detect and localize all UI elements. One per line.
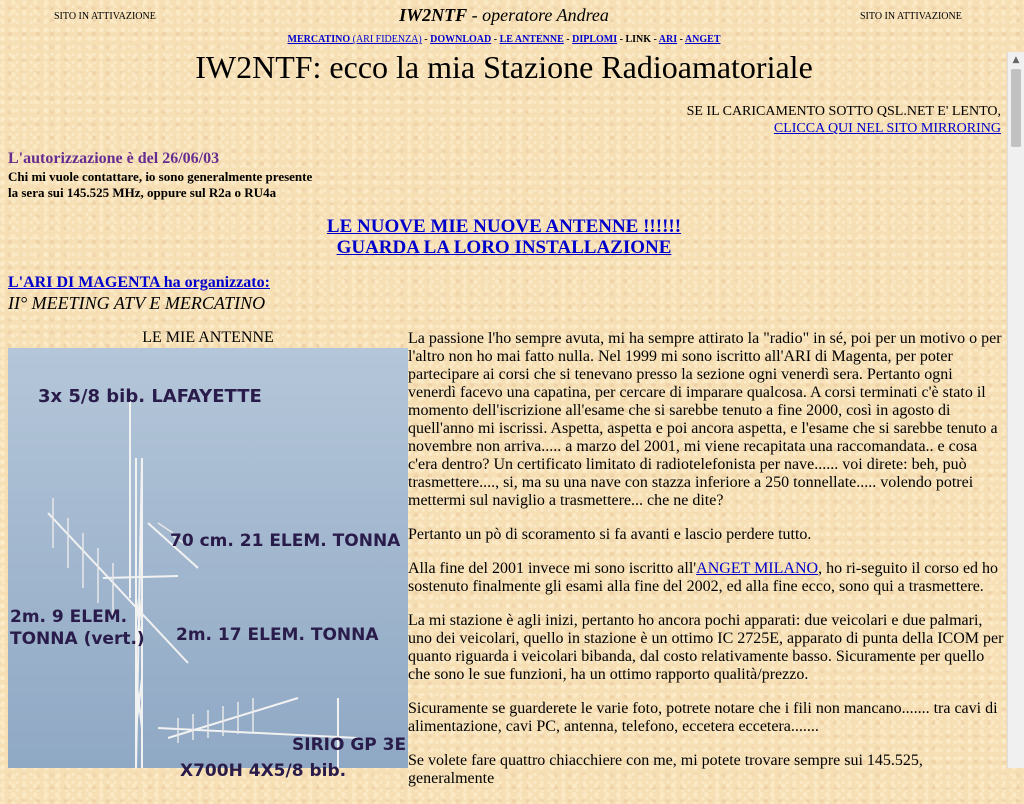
story-paragraph: La passione l'ho sempre avuta, mi ha sempre attirato la "radio" in sé, poi per un motivo o per l'altro non ho mai fatto nulla. Nel 1999 mi sono iscritto all'ARI di Magenta, per poter partecipare ai corsi che si tenevano presso la sezione ogni venerdì sera. Pertanto ogni venerdì facevo una capatina, per cercare di imparare qualcosa. A corsi terminati c'è stato il momento dell'iscrizione all'esame che si sarebbe tenuto a fine 2000, così in agosto di quell'anno mi iscrissi. Aspetta, aspetta e poi ancora aspetta, e l'esame che si sarebbe tenuto a novembre non arriva..... a marzo del 2001, mi viene recapitata una raccomandata.. e cosa c'era dentro? Un certificato limitato di radiotelefonista per nave...... voi direte: beh, può trasmettere...., si, ma su una nave con stazza inferiore a 250 tonnellate..... volendo potrei mettermi sul naviglio a trasmettere... che ne dite? [408, 330, 1002, 509]
story-paragraph: La mi stazione è agli inizi, pertanto ho ancora pochi apparati: due veicolari e due palmari, uno dei veicolari, quello in stazione è un ottimo IC 2725E, apparato di punta della ICOM per quanto riguarda i veicolari bibanda, dal costo relativamente basso. Sicuramente per quello che sono le sue funzioni, ha un ottimo rapporto qualità/prezzo. [408, 612, 1004, 683]
page-title: IW2NTF: ecco la mia Stazione Radioamatoriale [195, 49, 813, 85]
header-right-text: SITO IN ATTIVAZIONE [860, 11, 962, 22]
vertical-scrollbar[interactable] [1007, 52, 1024, 768]
nav-link-antenne[interactable]: LE ANTENNE [499, 34, 564, 45]
story-paragraph: Se volete fare quattro chiacchiere con me, mi potete trovare sempre sui 145.525, generalmente [408, 752, 923, 787]
header-left-text: SITO IN ATTIVAZIONE [54, 11, 156, 22]
scroll-up-arrow-icon[interactable]: ▲ [1012, 55, 1020, 65]
nav-link-diplomi[interactable]: DIPLOMI [572, 34, 618, 45]
antennas-caption: LE MIE ANTENNE [142, 329, 274, 346]
photo-label-tonna-2m-9-line2: TONNA (vert.) [10, 629, 145, 649]
nav-separator: - [421, 34, 431, 45]
mirror-notice [687, 103, 1001, 137]
new-antennas-block [0, 216, 1008, 258]
nav-link-ari[interactable]: ARI [658, 34, 678, 45]
contact-info [8, 169, 312, 201]
photo-label-x700: X700H 4X5/8 bib. [180, 761, 347, 781]
installation-link[interactable]: GUARDA LA LORO INSTALLAZIONE [336, 237, 672, 258]
story-text [408, 330, 1004, 804]
scrollbar-thumb[interactable] [1011, 69, 1021, 147]
nav-current-link: LINK [625, 34, 652, 45]
nav-separator: - [563, 34, 573, 45]
nav-separator: - [651, 34, 659, 45]
header-callsign: IW2NTF [399, 5, 468, 25]
new-antennas-link[interactable]: LE NUOVE MIE NUOVE ANTENNE !!!!!! [326, 216, 682, 237]
photo-label-tonna-2m-9-line1: 2m. 9 ELEM. [10, 607, 128, 627]
nav-link-mercatino[interactable]: MERCATINO (ARI FIDENZA) [287, 34, 422, 45]
header-operator: - operatore Andrea [467, 5, 609, 25]
mirror-notice-text: SE IL CARICAMENTO SOTTO QSL.NET E' LENTO, [686, 104, 1001, 119]
nav-mercatino-paren: (ARI FIDENZA) [352, 34, 422, 45]
nav-link-anget[interactable]: ANGET [684, 34, 721, 45]
header-title [0, 5, 1008, 26]
contact-line-2: la sera sui 145.525 MHz, oppure sul R2a o RU4a [8, 185, 277, 200]
authorization-title: L'autorizzazione è del 26/06/03 [8, 150, 220, 167]
antenna-photo-image [8, 348, 408, 781]
nav-link-download[interactable]: DOWNLOAD [430, 34, 492, 45]
photo-label-tonna-70cm: 70 cm. 21 ELEM. TONNA [170, 531, 401, 551]
meeting-text: II° MEETING ATV E MERCATINO [8, 293, 266, 313]
story-paragraph: Pertanto un pò di scoramento si fa avanti e lascio perdere tutto. [408, 526, 812, 543]
contact-line-1: Chi mi vuole contattare, io sono generalmente presente [8, 169, 313, 184]
nav-separator: - [677, 34, 685, 45]
mirror-link[interactable]: CLICCA QUI NEL SITO MIRRORING [773, 121, 1001, 136]
story-paragraph: Alla fine del 2001 invece mi sono iscritto all'ANGET MILANO, ho ri-seguito il corso ed ho sostenuto finalmente gli esami alla fine del 2002, ed alla fine ecco, sono qui a trasmettere. [408, 560, 999, 595]
nav-bar [0, 34, 1008, 45]
ari-magenta-link[interactable]: L'ARI DI MAGENTA ha organizzato: [8, 274, 270, 291]
story-paragraph: Sicuramente se guarderete le varie foto, potrete notare che i fili non mancano....... tra cavi di alimentazione, cavi PC, antenna, telefono, eccetera eccetera....... [408, 700, 998, 735]
nav-separator: - [617, 34, 626, 45]
photo-label-tonna-2m-17: 2m. 17 ELEM. TONNA [176, 625, 379, 645]
anget-milano-link[interactable]: ANGET MILANO [696, 560, 819, 577]
photo-label-lafayette: 3x 5/8 bib. LAFAYETTE [38, 386, 262, 407]
photo-label-sirio: SIRIO GP 3E [292, 735, 407, 755]
nav-separator: - [491, 34, 500, 45]
antenna-photo[interactable] [8, 348, 408, 781]
